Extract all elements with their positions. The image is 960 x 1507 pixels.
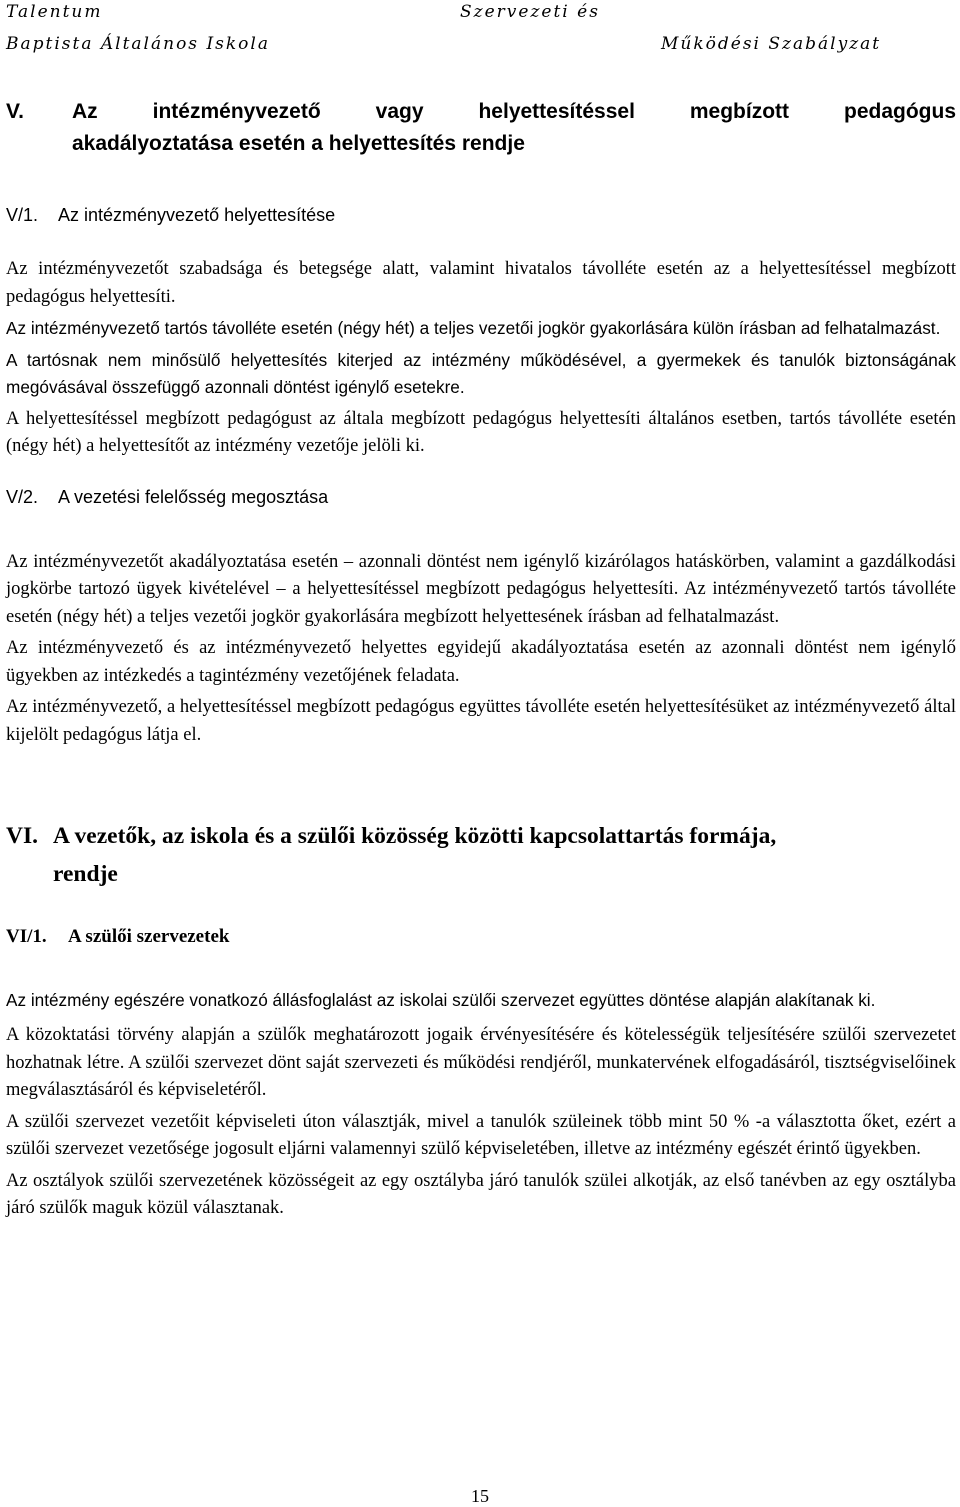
- header-doc-title-line2: Működési Szabályzat: [661, 34, 882, 54]
- paragraph: Az intézményvezetőt szabadsága és betegsége alatt, valamint hivatalos távolléte esetén az a helyettesítéssel megbízott pedagógus helyettesíti.: [6, 259, 956, 307]
- subsection-5-2-number: V/2.: [6, 486, 39, 507]
- subsection-5-1-heading: [6, 203, 956, 227]
- section-5-heading: [6, 96, 956, 160]
- subsection-5-2-title: A vezetési felelősség megosztása: [58, 486, 329, 507]
- document-body: [6, 96, 956, 1223]
- paragraph: Az intézményvezető tartós távolléte esetén (négy hét) a teljes vezetői jogkör gyakorlására külön írásban ad felhatalmazást.: [6, 318, 941, 338]
- subsection-6-1-heading: [6, 925, 956, 949]
- paragraph: A szülői szervezet vezetőit képviseleti úton választják, mivel a tanulók szüleinek több mint 50 % -a választotta őket, ezért a szülői szervezet vezetősége jogosult eljárni valamennyi szülő képviseletében, illetve az intézmény egészét érintő ügyekben.: [6, 1111, 956, 1159]
- header-school-name-line2: Baptista Általános Iskola: [6, 34, 270, 54]
- subsection-5-1-title: Az intézményvezető helyettesítése: [58, 205, 336, 225]
- section-5-title-line2: akadályoztatása esetén a helyettesítés rendje: [72, 132, 525, 155]
- subsection-5-1-number: V/1.: [6, 205, 39, 225]
- section-6-title-line2: rendje: [53, 861, 118, 887]
- paragraph: Az intézményvezető és az intézményvezető helyettes egyidejű akadályoztatása esetén az azonnali döntést nem igénylő ügyekben az intézkedés a tagintézmény vezetőjének feladata.: [6, 638, 956, 686]
- page-number: 15: [471, 1486, 489, 1506]
- paragraph: A tartósnak nem minősülő helyettesítés kiterjed az intézmény működésével, a gyermekek és tanulók biztonságának megóvásával összefüggő azonnali döntést igénylő esetekre.: [6, 349, 956, 397]
- subsection-6-1-number: VI/1.: [6, 926, 47, 947]
- subsection-6-1-title: A szülői szervezetek: [68, 926, 230, 947]
- header-school-name-line1: Talentum: [6, 2, 103, 22]
- section-6-title-line1: A vezetők, az iskola és a szülői közösség közötti kapcsolattartás formája,: [53, 823, 777, 849]
- paragraph: A helyettesítéssel megbízott pedagógust az általa megbízott pedagógus helyettesíti általános esetben, tartós távolléte esetén (négy hét) a helyettesítőt az intézmény vezetője jelöli ki.: [6, 408, 956, 456]
- section-6-number: VI.: [6, 823, 38, 849]
- paragraph: A közoktatási törvény alapján a szülők meghatározott jogaik érvényesítésére és kötelességük teljesítésére szülői szervezetet hozhatnak létre. A szülői szervezet dönt saját szervezeti és működési rendjéről, munkatervének elfogadásáról, tisztségviselőinek megválasztásáról és képviseletéről.: [6, 1025, 956, 1100]
- section-6-heading: [6, 817, 956, 893]
- paragraph: Az intézmény egészére vonatkozó állásfoglalást az iskolai szülői szervezet együttes döntése alapján alakítanak ki.: [6, 990, 876, 1010]
- paragraph: Az intézményvezetőt akadályoztatása esetén – azonnali döntést nem igénylő kizárólagos hatáskörben, valamint a gazdálkodási jogkörbe tartozó ügyek kivételével – a helyettesítéssel megbízott pedagógus helyettesíti. Az intézményvezető tartós távolléte esetén (négy hét) a teljes vezetői jogkör gyakorlására megbízott helyettesének írásban ad felhatalmazást.: [6, 551, 956, 627]
- paragraph: Az osztályok szülői szervezetének közösségeit az egy osztályba járó tanulók szülei alkotják, az első tanévben az egy osztályba járó szülők maguk közül választanak.: [6, 1170, 956, 1218]
- page-header: [0, 0, 960, 60]
- paragraph: Az intézményvezető, a helyettesítéssel megbízott pedagógus együttes távolléte esetén helyettesítésüket az intézményvezető által kijelölt pedagógus látja el.: [6, 697, 956, 745]
- subsection-5-2-heading: [6, 485, 956, 509]
- header-doc-title-line1: Szervezeti és: [460, 2, 600, 22]
- section-5-number: V.: [6, 100, 24, 123]
- section-5-title-line1: Az intézményvezető vagy helyettesítéssel megbízott pedagógus: [72, 100, 956, 123]
